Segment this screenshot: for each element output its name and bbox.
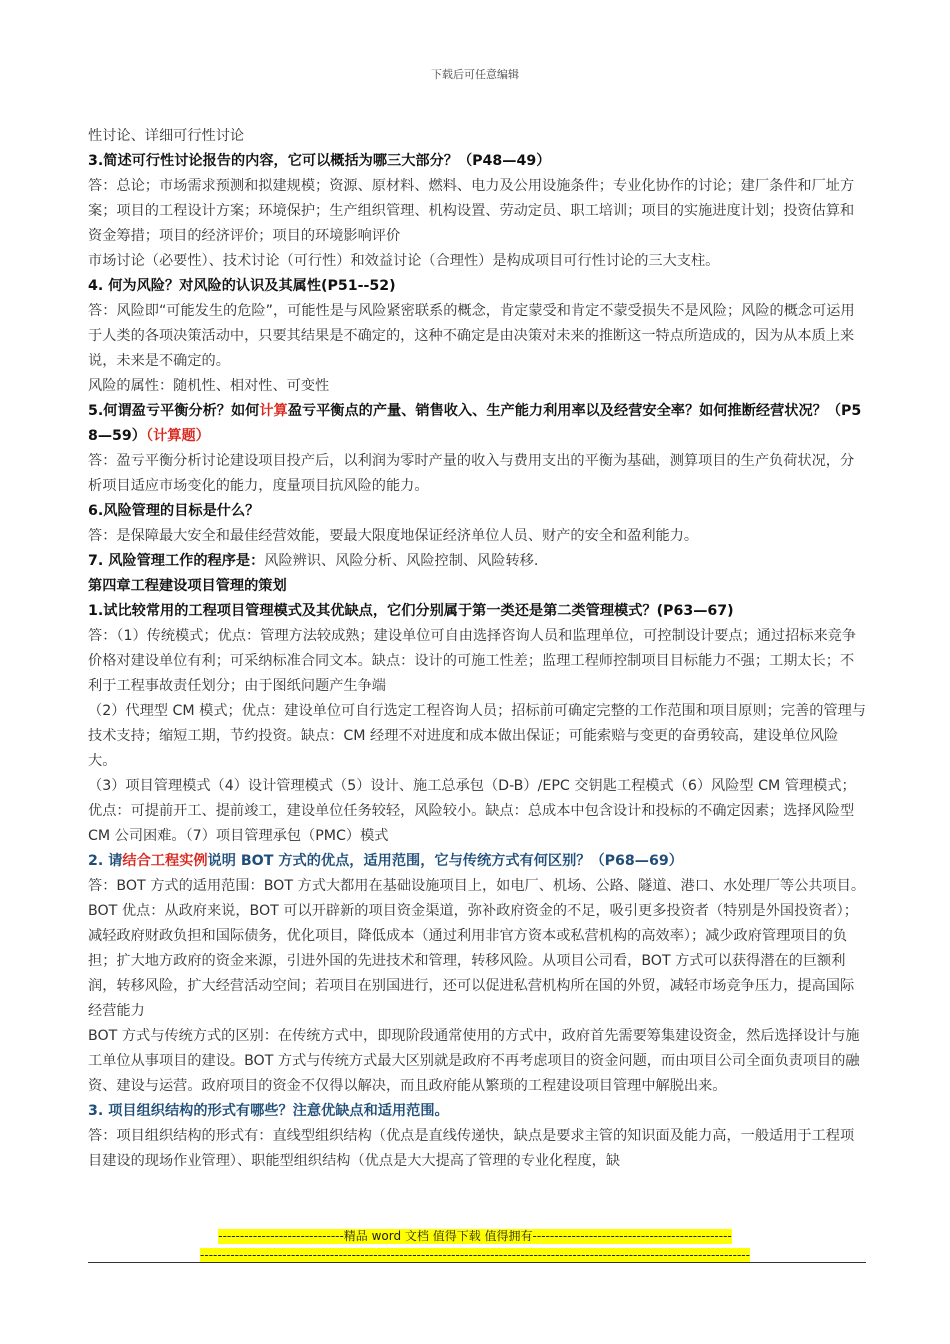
highlight-text: 计算 bbox=[259, 403, 288, 419]
page-header: 下载后可任意编辑 bbox=[431, 68, 519, 81]
text-line: 性讨论、详细可行性讨论 bbox=[88, 128, 245, 144]
question-heading: 6.风险管理的目标是什么？ bbox=[88, 503, 260, 519]
highlight-text: 结合工程实例 bbox=[122, 853, 208, 869]
question-text: 2. 请 bbox=[88, 853, 123, 869]
question-heading bbox=[88, 399, 866, 449]
answer-paragraph: 风险的属性：随机性、相对性、可变性 bbox=[88, 378, 330, 394]
answer-paragraph: 答：项目组织结构的形式有：直线型组织结构（优点是直线传递快，缺点是要求主管的知识面及能力高，一般适用于工程项目建设的现场作业管理）、职能型组织结构（优点是大大提高了管理的专业化程度，缺 bbox=[88, 1128, 855, 1169]
answer-paragraph: 答：是保障最大安全和最佳经营效能，要最大限度地保证经济单位人员、财产的安全和盈利能力。 bbox=[88, 528, 699, 544]
question-heading bbox=[88, 849, 866, 874]
chapter-heading: 第四章工程建设项目管理的策划 bbox=[88, 578, 287, 594]
document-body bbox=[88, 124, 866, 1174]
answer-paragraph: 答：风险即“可能发生的危险”，可能性是与风险紧密联系的概念，肯定蒙受和肯定不蒙受损失不是风险；风险的概念可运用于人类的各项决策活动中，只要其结果是不确定的，这种不确定是由决策对未来的推断这一特点所造成的，因为从本质上来说，未来是不确定的。 bbox=[88, 303, 855, 369]
answer-paragraph: （2）代理型 CM 模式；优点：建设单位可自行选定工程咨询人员；招标前可确定完整的工作范围和项目原则；完善的管理与技术支持；缩短工期，节约投资。缺点：CM 经理不对进度和成本做出保证；可能索赔与变更的奋勇较高，建设单位风险大。 bbox=[88, 703, 866, 769]
footer-banner-line: -----------------------------精品 word 文档 值得下载 值得拥有---------------------------------------------- bbox=[218, 1229, 732, 1243]
answer-paragraph: 市场讨论（必要性）、技术讨论（可行性）和效益讨论（合理性）是构成项目可行性讨论的三大支柱。 bbox=[88, 253, 720, 269]
question-text: 7. 风险管理工作的程序是： bbox=[88, 553, 265, 569]
footer-divider bbox=[88, 1262, 866, 1263]
question-text: 盈亏平衡点的产量、销售收入、生产能力利用率以及经营安全率？如何推断经营状况？（P58—59） bbox=[88, 403, 862, 444]
question-text: 说明 BOT 方式的优点，适用范围，它与传统方式有何区别？（P68—69） bbox=[207, 853, 683, 869]
answer-paragraph: BOT 优点：从政府来说，BOT 可以开辟新的项目资金渠道，弥补政府资金的不足，吸引更多投资者（特别是外国投资者）；减轻政府财政负担和国际债务，优化项目，降低成本（通过利用非官方资本或私营机构的高效率）；减少政府管理项目的负担；扩大地方政府的资金来源，引进外国的先进技术和管理，转移风险。从项目公司看，BOT 方式可以获得潜在的巨额利润，转移风险，扩大经营活动空间；若项目在别国进行，还可以促进私营机构所在国的外贸，减轻市场竞争压力，提高国际经营能力 bbox=[88, 903, 858, 1019]
footer-banner-line: ------------------------------------------------------------------------------------------------------------------------------- bbox=[200, 1248, 750, 1262]
question-heading: 3. 项目组织结构的形式有哪些？注意优缺点和适用范围。 bbox=[88, 1103, 449, 1119]
question-heading: 4. 何为风险？对风险的认识及其属性(P51--52) bbox=[88, 278, 396, 294]
answer-paragraph: （3）项目管理模式（4）设计管理模式（5）设计、施工总承包（D-B）/EPC 交钥匙工程模式（6）风险型 CM 管理模式；优点：可提前开工、提前竣工，建设单位任务较轻，风险较小。缺点：总成本中包含设计和投标的不确定因素；选择风险型 CM 公司困难。（7）项目管理承包（PMC）模式 bbox=[88, 778, 856, 844]
answer-paragraph: BOT 方式与传统方式的区别：在传统方式中，即现阶段通常使用的方式中，政府首先需要筹集建设资金，然后选择设计与施工单位从事项目的建设。BOT 方式与传统方式最大区别就是政府不再考虑项目的资金问题，而由项目公司全面负责项目的融资、建设与运营。政府项目的资金不仅得以解决，而且政府能从繁琐的工程建设项目管理中解脱出来。 bbox=[88, 1028, 860, 1094]
question-heading: 1.试比较常用的工程项目管理模式及其优缺点，它们分别属于第一类还是第二类管理模式？(P63—67) bbox=[88, 603, 734, 619]
answer-paragraph: 答：BOT 方式的适用范围：BOT 方式大都用在基础设施项目上，如电厂、机场、公路、隧道、港口、水处理厂等公共项目。 bbox=[88, 878, 866, 894]
question-heading bbox=[88, 549, 866, 574]
answer-paragraph: 答：盈亏平衡分析讨论建设项目投产后，以利润为零时产量的收入与费用支出的平衡为基础，测算项目的生产负荷状况，分析项目适应市场变化的能力，度量项目抗风险的能力。 bbox=[88, 453, 855, 494]
answer-text: 风险辨识、风险分析、风险控制、风险转移. bbox=[264, 553, 539, 569]
answer-paragraph: 答：（1）传统模式；优点：管理方法较成熟；建设单位可自由选择咨询人员和监理单位，可控制设计要点；通过招标来竞争价格对建设单位有利；可采纳标准合同文本。缺点：设计的可施工性差；监理工程师控制项目目标能力不强；工期太长；不利于工程事故责任划分；由于图纸问题产生争端 bbox=[88, 628, 857, 694]
question-tag: （计算题） bbox=[146, 428, 210, 444]
question-text: 5.何谓盈亏平衡分析？如何 bbox=[88, 403, 260, 419]
question-heading: 3.简述可行性讨论报告的内容，它可以概括为哪三大部分？（P48—49） bbox=[88, 153, 551, 169]
answer-paragraph: 答：总论；市场需求预测和拟建规模；资源、原材料、燃料、电力及公用设施条件；专业化协作的讨论；建厂条件和厂址方案；项目的工程设计方案；环境保护；生产组织管理、机构设置、劳动定员、职工培训；项目的实施进度计划；投资估算和资金筹措；项目的经济评价；项目的环境影响评价 bbox=[88, 178, 855, 244]
